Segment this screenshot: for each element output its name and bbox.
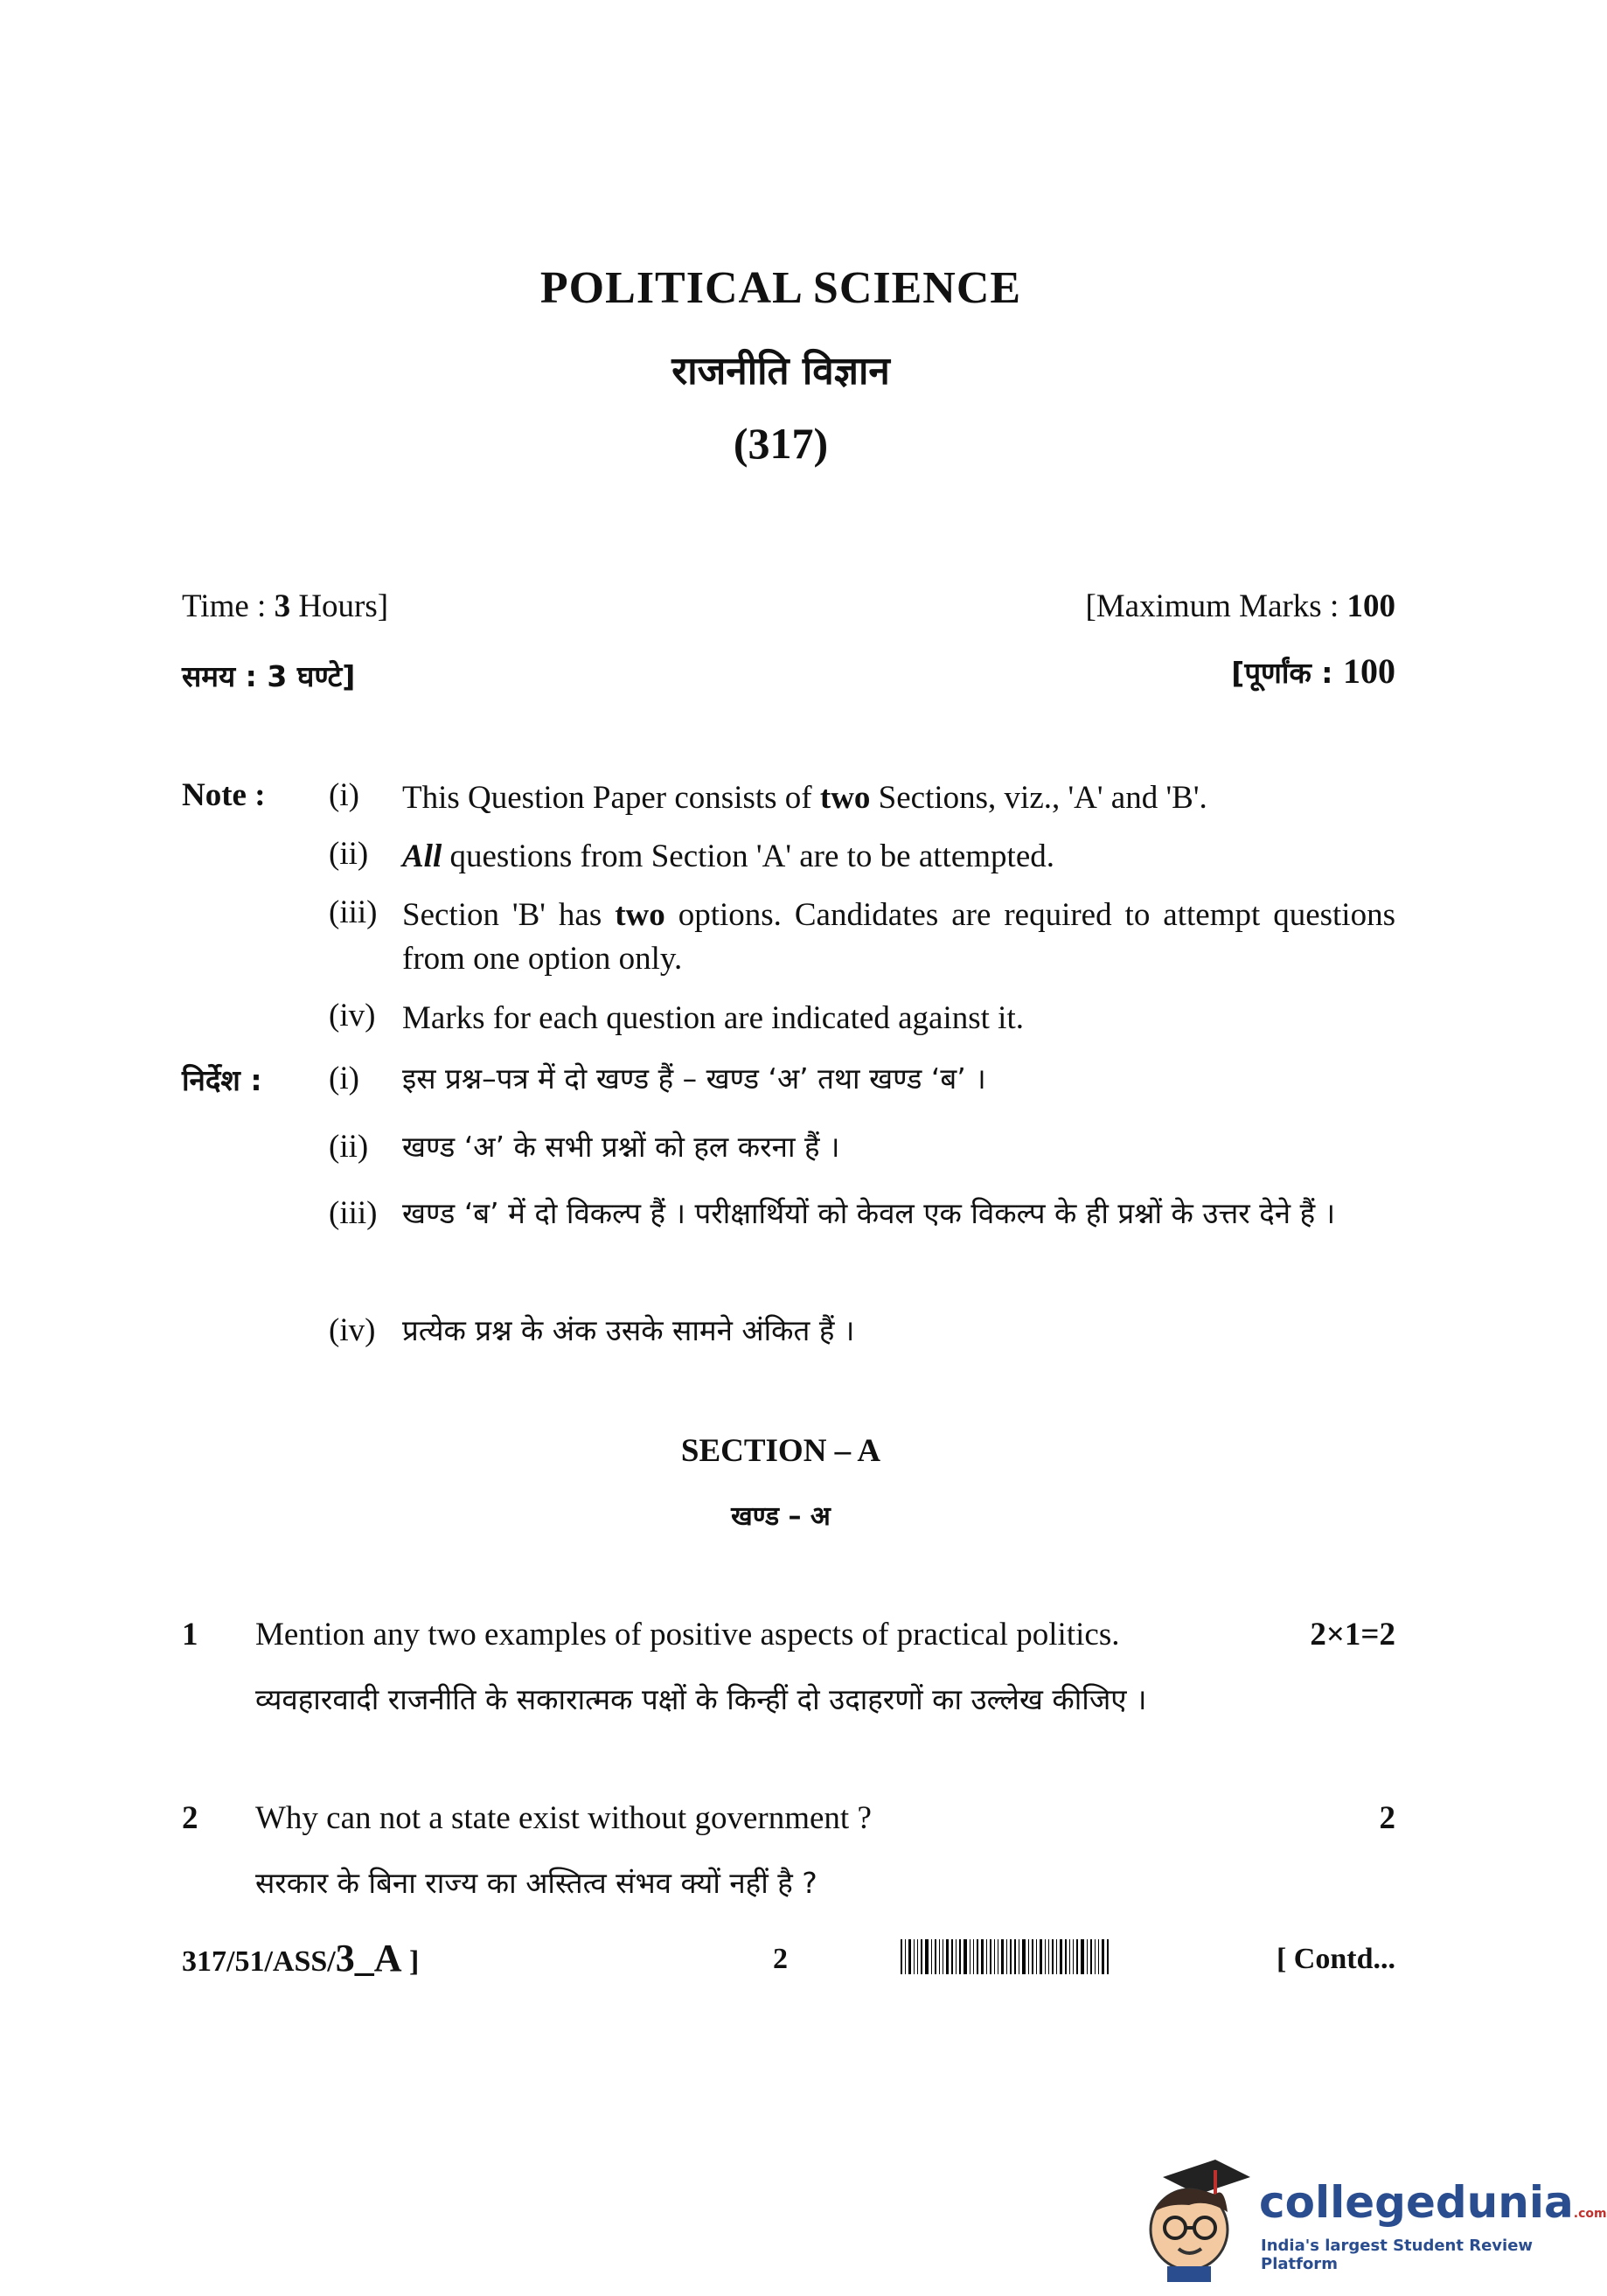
max-marks-en: [Maximum Marks : 100	[1085, 588, 1395, 624]
section-title-hindi: खण्ड – अ	[731, 1501, 831, 1532]
note-num-hi: (iv)	[329, 1312, 376, 1348]
question-text: Why can not a state exist without government ?	[255, 1800, 872, 1836]
note-num-hi: (i)	[329, 1061, 359, 1096]
max-marks-hi: [पूर्णांक : 100	[1231, 651, 1395, 691]
note-num: (iii)	[329, 894, 378, 930]
note-num-hi: (ii)	[329, 1129, 369, 1165]
note-item: Marks for each question are indicated against it.	[402, 1000, 1024, 1036]
logo-tagline: India's largest Student Review Platform	[1261, 2237, 1534, 2273]
question-text-hindi: सरकार के बिना राज्य का अस्तित्व संभव क्यों नहीं है ?	[255, 1866, 817, 1900]
question-marks: 2×1=2	[1310, 1617, 1395, 1652]
note-item-hi: खण्ड ‘ब’ में दो विकल्प हैं । परीक्षार्थियों को केवल एक विकल्प के ही प्रश्नों के उत्तर देने हैं ।	[402, 1196, 1336, 1230]
collegedunia-logo	[1137, 2133, 1607, 2291]
barcode	[901, 1939, 1233, 1974]
page-title-hindi: राजनीति विज्ञान	[671, 349, 890, 393]
mascot-icon	[1137, 2151, 1259, 2282]
note-label-hindi: निर्देश :	[182, 1063, 262, 1097]
note-item: All questions from Section 'A' are to be attempted.	[402, 838, 1054, 874]
note-item: This Question Paper consists of two Sections, viz., 'A' and 'B'.	[402, 780, 1207, 816]
contd-label: [ Contd...	[1276, 1943, 1395, 1975]
note-label: Note :	[182, 777, 266, 813]
note-num-hi: (iii)	[329, 1195, 378, 1231]
section-title: SECTION – A	[680, 1433, 881, 1469]
note-num: (ii)	[329, 836, 369, 872]
logo-wordmark: collegedunia.com	[1259, 2177, 1607, 2228]
page-title: POLITICAL SCIENCE	[539, 263, 1022, 313]
note-item-hi: खण्ड ‘अ’ के सभी प्रश्नों को हल करना हैं ।	[402, 1130, 840, 1164]
time-hi: समय : 3 घण्टे]	[182, 659, 356, 693]
question-text: Mention any two examples of positive aspects of practical politics.	[255, 1617, 1120, 1652]
note-item: Section 'B' has two options. Candidates are required to attempt questions from one option only.	[402, 897, 1395, 977]
note-num: (i)	[329, 777, 359, 813]
note-item-hi: इस प्रश्न–पत्र में दो खण्ड हैं – खण्ड ‘अ’ तथा खण्ड ‘ब’ ।	[402, 1061, 986, 1096]
question-number: 2	[182, 1800, 198, 1836]
note-item-hi: प्रत्येक प्रश्न के अंक उसके सामने अंकित हैं ।	[402, 1313, 855, 1347]
note-num: (iv)	[329, 998, 376, 1033]
page-number: 2	[773, 1943, 788, 1975]
question-number: 1	[182, 1617, 198, 1652]
time-en: Time : 3 Hours]	[182, 588, 389, 624]
question-marks: 2	[1379, 1800, 1395, 1836]
paper-code: 317/51/ASS/3_A ]	[182, 1937, 420, 1979]
question-text-hindi: व्यवहारवादी राजनीति के सकारात्मक पक्षों के किन्हीं दो उदाहरणों का उल्लेख कीजिए ।	[255, 1682, 1147, 1716]
subject-code: (317)	[733, 419, 829, 468]
